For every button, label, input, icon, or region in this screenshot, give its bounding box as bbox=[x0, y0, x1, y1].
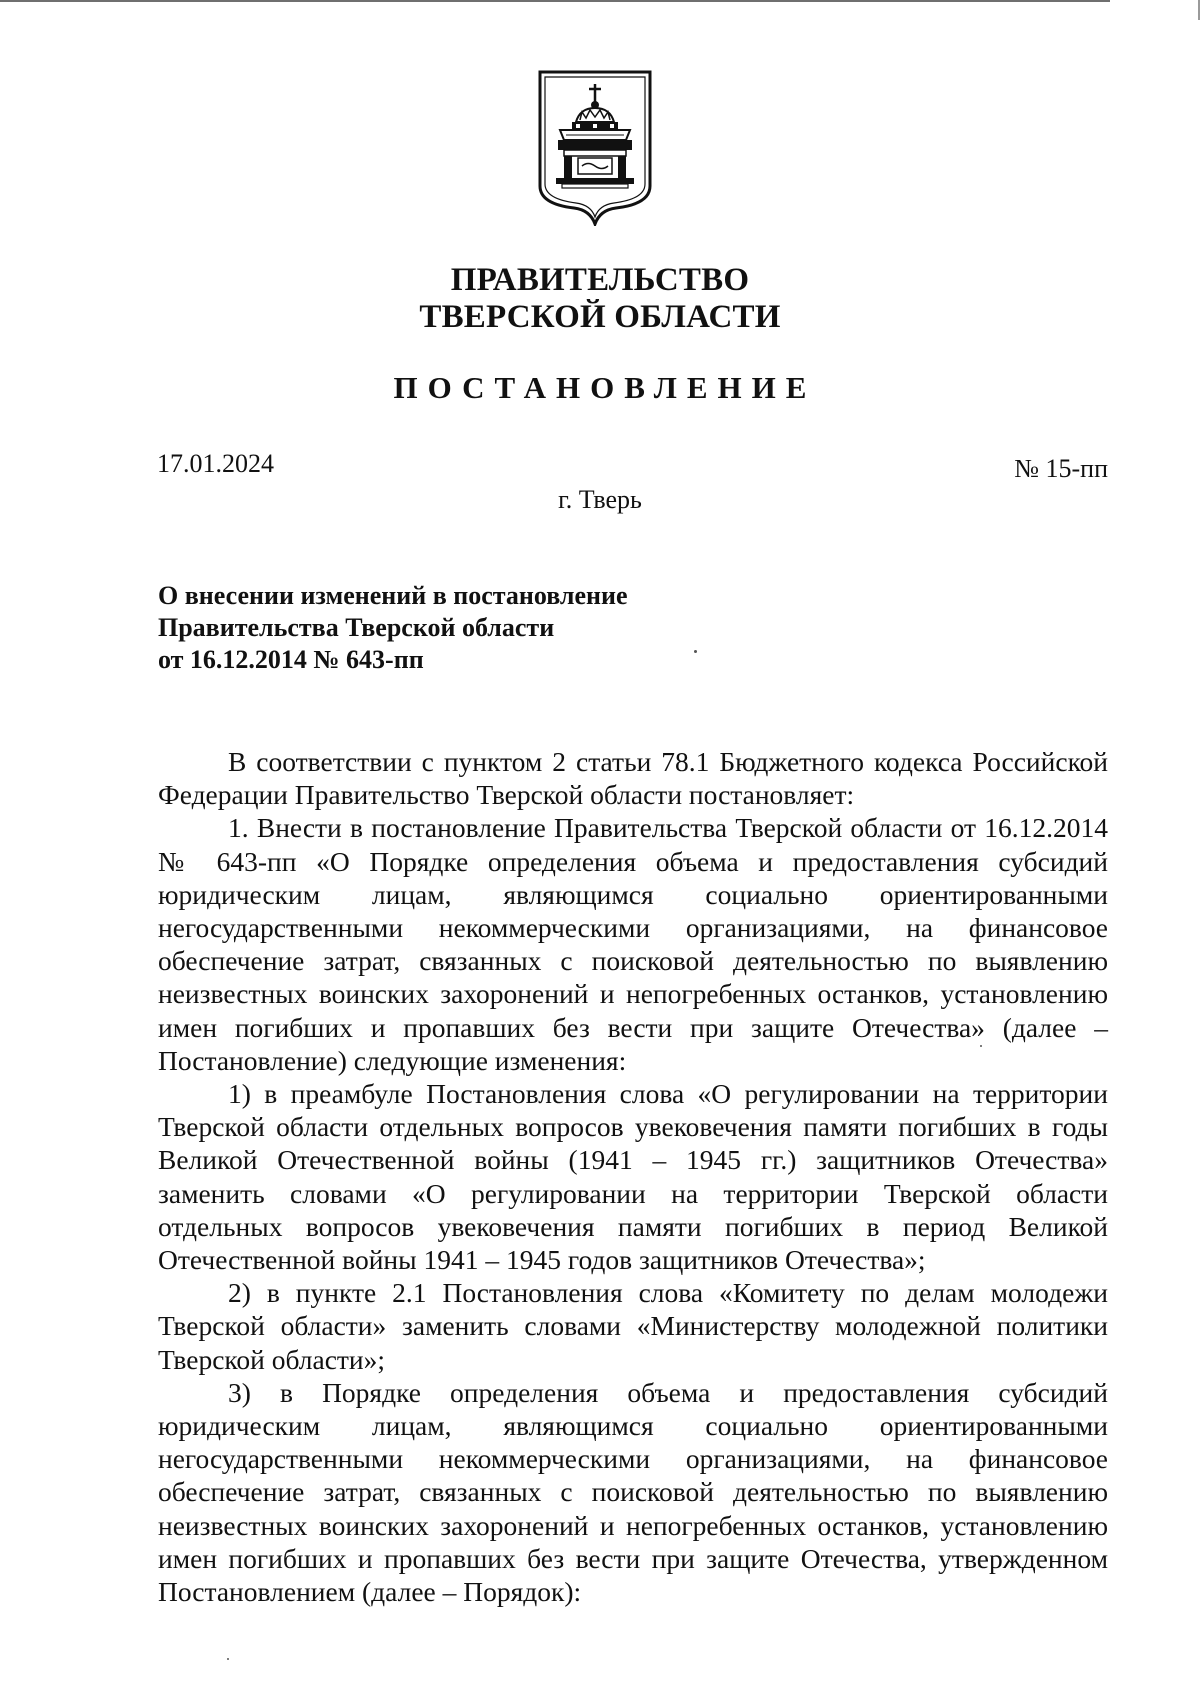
government-name-line1: ПРАВИТЕЛЬСТВО bbox=[450, 262, 750, 298]
body-paragraph-subitem-3: 3) в Порядке определения объема и предоставления субсидий юридическим лицам, являющимся социально ориентированными негосударственными некоммерческими организациями, на финансовое обеспечение затрат, связанных с поисковой деятельностью по выявлению неизвестных воинских захоронений и непогребенных останков, установлению имен погибших и пропавших без вести при защите Отечества, утвержденном Постановлением (далее – Порядок): bbox=[158, 1376, 1108, 1608]
document-subject bbox=[158, 580, 628, 676]
scan-speck bbox=[694, 650, 697, 653]
body-paragraph-subitem-1: 1) в преамбуле Постановления слова «О регулировании на территории Тверской области отдельных вопросов увековечения памяти погибших в годы Великой Отечественной войны (1941 – 1945 гг.) защитников Отечества» заменить словами «О регулировании на территории Тверской области отдельных вопросов увековечения памяти погибших в период Великой Отечественной войны 1941 – 1945 годов защитников Отечества»; bbox=[158, 1078, 1108, 1276]
subject-line-2: Правительства Тверской области bbox=[158, 613, 555, 642]
scan-top-edge bbox=[0, 0, 1110, 2]
document-type-title: ПОСТАНОВЛЕНИЕ bbox=[393, 370, 817, 405]
subject-line-3: от 16.12.2014 № 643-пп bbox=[158, 645, 424, 674]
document-number: № 15-пп bbox=[1014, 454, 1108, 483]
scan-speck bbox=[980, 1045, 982, 1047]
document-date: 17.01.2024 bbox=[157, 449, 274, 478]
document-city: г. Тверь bbox=[558, 485, 642, 514]
body-paragraph-item-1: 1. Внести в постановление Правительства Тверской области от 16.12.2014 № 643-пп «О Порядке определения объема и предоставления субсидий юридическим лицам, являющимся социально ориентированными негосударственными некоммерческими организациями, на финансовое обеспечение затрат, связанных с поисковой деятельностью по выявлению неизвестных воинских захоронений и непогребенных останков, установлению имен погибших и пропавших без вести при защите Отечества» (далее – Постановление) следующие изменения: bbox=[158, 812, 1108, 1076]
scan-speck bbox=[227, 1658, 229, 1660]
body-paragraph-preamble: В соответствии с пунктом 2 статьи 78.1 Бюджетного кодекса Российской Федерации Правительство Тверской области постановляет: bbox=[158, 746, 1108, 811]
government-name-line2: ТВЕРСКОЙ ОБЛАСТИ bbox=[419, 299, 781, 335]
body-paragraph-subitem-2: 2) в пункте 2.1 Постановления слова «Комитету по делам молодежи Тверской области» заменить словами «Министерству молодежной политики Тверской области»; bbox=[158, 1277, 1108, 1375]
document-body bbox=[158, 745, 1108, 1608]
tver-coat-of-arms-icon bbox=[536, 68, 654, 226]
subject-line-1: О внесении изменений в постановление bbox=[158, 581, 628, 610]
